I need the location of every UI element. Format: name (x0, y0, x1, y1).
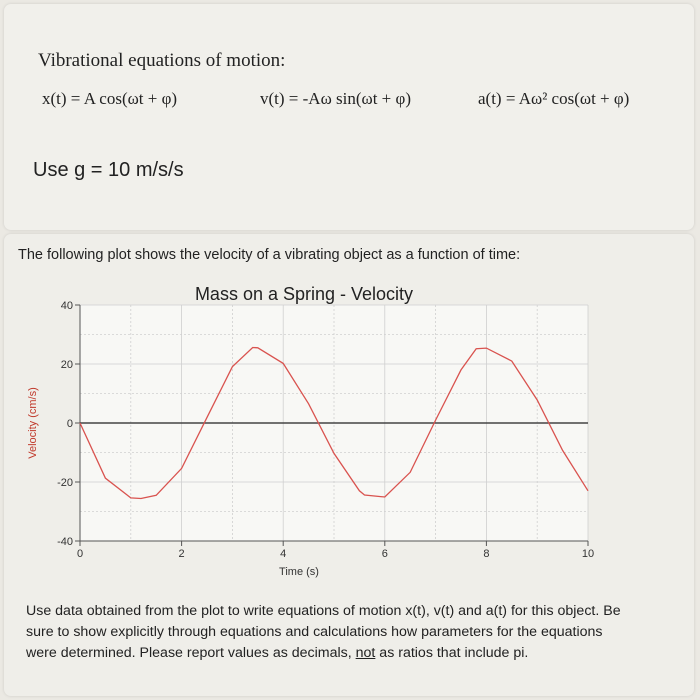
y-tick-label: 40 (60, 300, 73, 312)
question-text-part: Use data obtained from the plot to write equations of motion x(t), v(t) and a(t) for this object. Be sure to show explicitly through equations and calculations how parameters for the equations were determined. Please report values as decimals, (26, 603, 621, 661)
x-tick-label: 6 (381, 548, 388, 560)
equations-heading: Vibrational equations of motion: (38, 50, 286, 71)
y-tick-label: 0 (66, 418, 73, 430)
gravity-note: Use g = 10 m/s/s (33, 159, 184, 181)
equations-panel (4, 4, 694, 230)
velocity-chart (18, 283, 608, 588)
chart-title: Mass on a Spring - Velocity (194, 284, 414, 304)
x-tick-label: 10 (581, 548, 595, 560)
x-tick-label: 8 (483, 548, 490, 560)
y-tick-label: -40 (57, 536, 73, 548)
question-text-end: as ratios that include pi. (375, 645, 529, 661)
x-tick-label: 4 (280, 548, 287, 560)
y-tick-label: -20 (57, 477, 73, 489)
x-tick-label: 0 (76, 548, 84, 560)
velocity-equation: v(t) = -Aω sin(ωt + φ) (260, 89, 411, 108)
position-equation: x(t) = A cos(ωt + φ) (42, 89, 178, 108)
x-tick-label: 2 (178, 548, 185, 560)
y-axis-label: Velocity (cm/s) (27, 387, 39, 459)
question-emphasis: not (355, 645, 376, 661)
acceleration-equation: a(t) = Aω² cos(ωt + φ) (478, 89, 630, 108)
question-text (26, 601, 626, 664)
x-axis-label: Time (s) (279, 566, 319, 578)
plot-intro: The following plot shows the velocity of a vibrating object as a function of time: (18, 247, 521, 263)
y-tick-label: 20 (60, 359, 73, 371)
